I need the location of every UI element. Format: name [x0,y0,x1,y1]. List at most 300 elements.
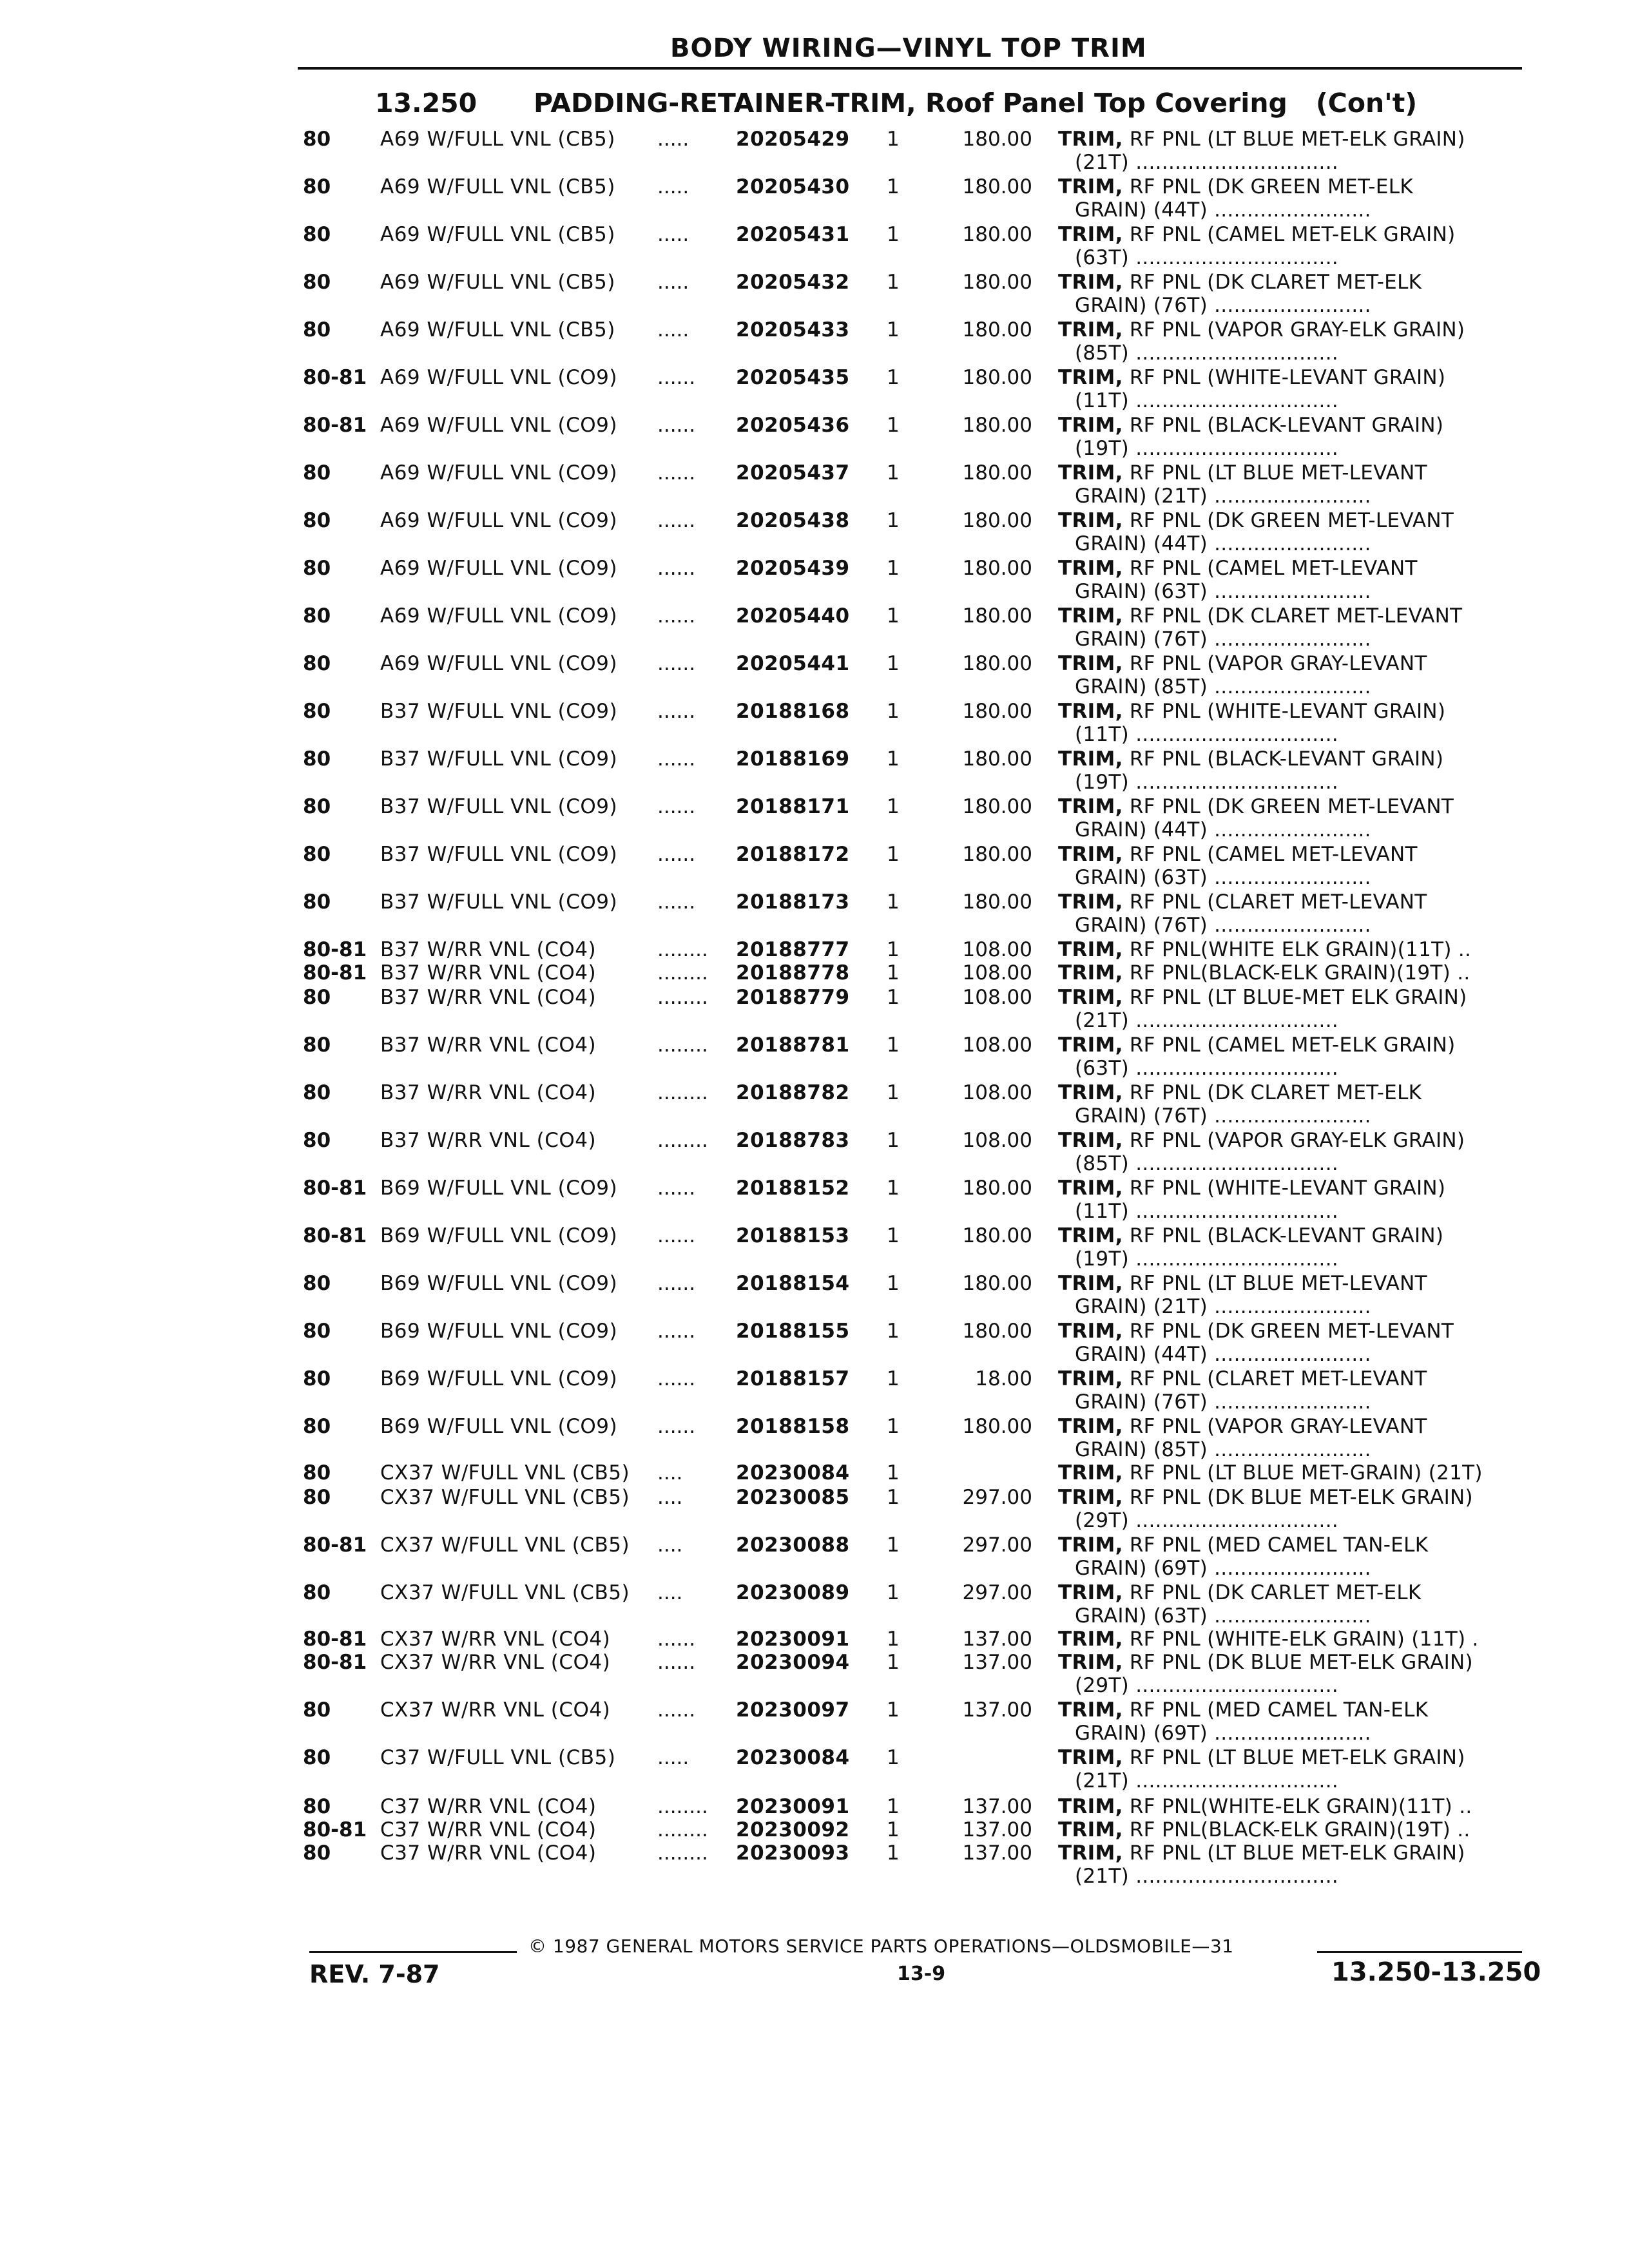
row-price: 180.00 [962,414,1032,437]
page-header-title: BODY WIRING—VINYL TOP TRIM [670,34,1147,63]
row-description-keyword: TRIM, [1058,223,1123,246]
row-quantity: 1 [887,1651,900,1674]
row-year: 80 [303,604,331,628]
row-description-text: RF PNL (LT BLUE MET-ELK GRAIN) [1123,1841,1465,1865]
row-leader-dots: ..... [657,271,689,294]
row-description-keyword: TRIM, [1058,961,1123,985]
row-quantity: 1 [887,414,900,437]
row-description-keyword: TRIM, [1058,795,1123,818]
row-leader-dots: ..... [657,128,689,151]
row-part-number: 20188168 [736,700,850,723]
row-year: 80-81 [303,1651,367,1674]
row-part-number: 20205431 [736,223,850,246]
row-description-continued: (19T) ............................... [1075,771,1338,794]
row-description-continued: (63T) ............................... [1075,246,1338,269]
row-description-keyword: TRIM, [1058,271,1123,294]
row-model: A69 W/FULL VNL (CO9) [380,652,617,675]
row-part-number: 20230094 [736,1651,850,1674]
row-quantity: 1 [887,1224,900,1247]
section-continued-label: (Con't) [1316,88,1418,119]
row-description-continued: GRAIN) (76T) ........................ [1075,914,1371,937]
row-quantity: 1 [887,890,900,914]
row-description [1058,843,1418,866]
row-description-text: RF PNL (CAMEL MET-ELK GRAIN) [1123,1033,1456,1057]
table-row [0,223,1629,269]
row-year: 80 [303,795,331,818]
row-part-number: 20188157 [736,1367,850,1390]
row-description [1058,1272,1427,1295]
row-description-keyword: TRIM, [1058,1698,1123,1722]
row-description [1058,1367,1427,1390]
row-model: B37 W/RR VNL (CO4) [380,961,597,985]
row-part-number: 20188778 [736,961,850,985]
row-year: 80 [303,1033,331,1057]
row-description-continued: (21T) ............................... [1075,151,1338,174]
row-part-number: 20188153 [736,1224,850,1247]
row-description-text: RF PNL (MED CAMEL TAN-ELK [1123,1698,1429,1722]
table-row [0,1224,1629,1271]
row-quantity: 1 [887,986,900,1009]
row-description-text: RF PNL (CAMEL MET-LEVANT [1123,557,1418,580]
table-row [0,747,1629,794]
row-year: 80-81 [303,1628,367,1651]
row-part-number: 20205430 [736,175,850,198]
row-year: 80-81 [303,1177,367,1200]
row-description [1058,890,1427,914]
row-model: CX37 W/FULL VNL (CB5) [380,1533,630,1557]
row-year: 80 [303,890,331,914]
row-price: 180.00 [962,795,1032,818]
row-leader-dots: ...... [657,747,696,771]
row-price: 137.00 [962,1795,1032,1818]
row-description-continued: GRAIN) (76T) ........................ [1075,1104,1371,1128]
row-description [1058,1581,1422,1604]
row-part-number: 20188172 [736,843,850,866]
row-description-text: RF PNL (DK BLUE MET-ELK GRAIN) [1123,1651,1473,1674]
row-leader-dots: .... [657,1581,683,1604]
row-model: B37 W/FULL VNL (CO9) [380,795,618,818]
row-year: 80 [303,175,331,198]
row-price: 108.00 [962,986,1032,1009]
row-description [1058,986,1467,1009]
row-description-continued: (85T) ............................... [1075,1152,1338,1175]
row-description-text: RF PNL (VAPOR GRAY-LEVANT [1123,1415,1427,1438]
row-description-text: RF PNL (LT BLUE MET-ELK GRAIN) [1123,1746,1465,1769]
row-description-text: RF PNL (VAPOR GRAY-LEVANT [1123,652,1427,675]
row-quantity: 1 [887,1177,900,1200]
row-description [1058,1177,1445,1200]
table-row [0,557,1629,603]
row-year: 80 [303,271,331,294]
row-description-continued: (29T) ............................... [1075,1509,1338,1532]
row-description-keyword: TRIM, [1058,509,1123,532]
row-year: 80 [303,1129,331,1152]
table-row [0,1177,1629,1223]
row-description-continued: GRAIN) (44T) ........................ [1075,532,1371,555]
row-model: B69 W/FULL VNL (CO9) [380,1177,618,1200]
row-price: 180.00 [962,1415,1032,1438]
row-leader-dots: ...... [657,1651,696,1674]
row-description [1058,1628,1479,1651]
section-title: PADDING-RETAINER-TRIM, Roof Panel Top Covering [534,88,1287,119]
table-row [0,128,1629,174]
row-model: B37 W/FULL VNL (CO9) [380,747,618,771]
row-part-number: 20230097 [736,1698,850,1722]
row-description-continued: GRAIN) (69T) ........................ [1075,1722,1371,1745]
row-model: B69 W/FULL VNL (CO9) [380,1224,618,1247]
row-leader-dots: ...... [657,1367,696,1390]
section-number: 13.250 [375,88,477,119]
row-description-text: RF PNL (WHITE-LEVANT GRAIN) [1123,366,1446,389]
row-description-keyword: TRIM, [1058,1581,1123,1604]
row-price: 180.00 [962,271,1032,294]
row-model: C37 W/RR VNL (CO4) [380,1818,597,1841]
row-description-keyword: TRIM, [1058,1177,1123,1200]
row-model: CX37 W/RR VNL (CO4) [380,1698,611,1722]
row-year: 80 [303,1272,331,1295]
table-row [0,843,1629,889]
row-description-continued: (21T) ............................... [1075,1769,1338,1792]
row-description [1058,414,1443,437]
row-description-continued: GRAIN) (76T) ........................ [1075,628,1371,651]
table-row [0,509,1629,555]
row-description-keyword: TRIM, [1058,1746,1123,1769]
row-model: A69 W/FULL VNL (CO9) [380,509,617,532]
row-leader-dots: ...... [657,1177,696,1200]
row-part-number: 20205436 [736,414,850,437]
table-row [0,1841,1629,1888]
row-quantity: 1 [887,175,900,198]
footer-section-range: 13.250-13.250 [1331,1957,1541,1987]
row-description-keyword: TRIM, [1058,700,1123,723]
row-description-continued: (29T) ............................... [1075,1674,1338,1697]
row-model: CX37 W/FULL VNL (CB5) [380,1461,630,1485]
row-description-keyword: TRIM, [1058,1272,1123,1295]
row-quantity: 1 [887,461,900,485]
row-description-continued: (85T) ............................... [1075,341,1338,365]
row-year: 80 [303,557,331,580]
row-description [1058,366,1445,389]
row-leader-dots: ...... [657,652,696,675]
footer-rule-right [1317,1951,1522,1953]
row-part-number: 20230092 [736,1818,850,1841]
row-leader-dots: ........ [657,1129,708,1152]
row-price: 180.00 [962,890,1032,914]
row-part-number: 20188158 [736,1415,850,1438]
row-quantity: 1 [887,1841,900,1865]
row-quantity: 1 [887,1367,900,1390]
row-description-text: RF PNL (DK CLARET MET-LEVANT [1123,604,1463,628]
row-part-number: 20205439 [736,557,850,580]
row-quantity: 1 [887,1033,900,1057]
row-price: 180.00 [962,1320,1032,1343]
row-quantity: 1 [887,223,900,246]
row-description [1058,318,1465,341]
row-leader-dots: ...... [657,700,696,723]
row-description-keyword: TRIM, [1058,890,1123,914]
row-part-number: 20188152 [736,1177,850,1200]
footer-rule-left [309,1951,517,1953]
row-description [1058,1486,1473,1509]
row-year: 80-81 [303,414,367,437]
row-price: 108.00 [962,1129,1032,1152]
table-row [0,890,1629,937]
row-leader-dots: ...... [657,795,696,818]
row-model: B37 W/FULL VNL (CO9) [380,843,618,866]
row-part-number: 20188169 [736,747,850,771]
row-description-text: RF PNL (CLARET MET-LEVANT [1123,890,1427,914]
row-description-keyword: TRIM, [1058,1320,1123,1343]
row-description-keyword: TRIM, [1058,1795,1123,1818]
row-description-keyword: TRIM, [1058,1415,1123,1438]
row-description-continued: GRAIN) (76T) ........................ [1075,294,1371,317]
row-description-text: RF PNL (VAPOR GRAY-ELK GRAIN) [1123,1129,1465,1152]
row-price: 137.00 [962,1818,1032,1841]
row-description-text: RF PNL(WHITE-ELK GRAIN)(11T) .. [1123,1795,1472,1818]
row-part-number: 20188781 [736,1033,850,1057]
table-row [0,700,1629,746]
table-row [0,175,1629,222]
row-year: 80-81 [303,1224,367,1247]
row-description [1058,1415,1427,1438]
row-model: C37 W/RR VNL (CO4) [380,1841,597,1865]
table-row [0,1081,1629,1128]
row-price: 137.00 [962,1628,1032,1651]
row-model: B37 W/RR VNL (CO4) [380,1129,597,1152]
row-quantity: 1 [887,961,900,985]
row-quantity: 1 [887,1746,900,1769]
row-leader-dots: ...... [657,1320,696,1343]
row-description [1058,1795,1472,1818]
row-model: A69 W/FULL VNL (CO9) [380,366,617,389]
row-description-keyword: TRIM, [1058,1533,1123,1557]
table-row [0,461,1629,508]
row-model: A69 W/FULL VNL (CO9) [380,414,617,437]
row-description [1058,1533,1428,1557]
row-description-keyword: TRIM, [1058,557,1123,580]
row-description [1058,1081,1422,1104]
row-description-keyword: TRIM, [1058,1461,1123,1485]
row-leader-dots: ...... [657,1628,696,1651]
row-price: 180.00 [962,366,1032,389]
row-part-number: 20230084 [736,1461,850,1485]
row-description-keyword: TRIM, [1058,652,1123,675]
row-year: 80-81 [303,961,367,985]
row-year: 80 [303,747,331,771]
row-description-text: RF PNL (BLACK-LEVANT GRAIN) [1123,1224,1444,1247]
row-leader-dots: ........ [657,1795,708,1818]
row-price: 108.00 [962,1081,1032,1104]
row-description-continued: (11T) ............................... [1075,389,1338,412]
row-leader-dots: ........ [657,961,708,985]
row-quantity: 1 [887,1129,900,1152]
row-price: 108.00 [962,961,1032,985]
row-price: 180.00 [962,700,1032,723]
row-price: 108.00 [962,938,1032,961]
row-description-keyword: TRIM, [1058,938,1123,961]
row-price: 180.00 [962,128,1032,151]
row-part-number: 20205440 [736,604,850,628]
row-quantity: 1 [887,1081,900,1104]
row-description-continued: GRAIN) (21T) ........................ [1075,485,1371,508]
row-description-text: RF PNL (LT BLUE MET-LEVANT [1123,461,1427,485]
table-row [0,366,1629,412]
row-quantity: 1 [887,604,900,628]
row-description-continued: GRAIN) (85T) ........................ [1075,675,1371,698]
row-leader-dots: ..... [657,1746,689,1769]
row-leader-dots: ...... [657,557,696,580]
row-part-number: 20230091 [736,1628,850,1651]
row-price: 137.00 [962,1698,1032,1722]
table-row [0,271,1629,317]
row-leader-dots: ..... [657,318,689,341]
row-description-continued: (21T) ............................... [1075,1865,1338,1888]
row-description-keyword: TRIM, [1058,1081,1123,1104]
row-price: 180.00 [962,604,1032,628]
row-year: 80 [303,223,331,246]
row-leader-dots: .... [657,1461,683,1485]
row-part-number: 20230084 [736,1746,850,1769]
row-part-number: 20205432 [736,271,850,294]
footer-revision: REV. 7-87 [309,1960,440,1988]
row-quantity: 1 [887,128,900,151]
row-price: 297.00 [962,1486,1032,1509]
row-description [1058,175,1413,198]
table-row [0,986,1629,1032]
row-year: 80 [303,1746,331,1769]
row-price: 180.00 [962,223,1032,246]
row-description-keyword: TRIM, [1058,843,1123,866]
row-description-text: RF PNL (LT BLUE MET-ELK GRAIN) [1123,128,1465,151]
row-part-number: 20188783 [736,1129,850,1152]
table-row [0,1746,1629,1792]
row-leader-dots: ...... [657,414,696,437]
row-price: 137.00 [962,1651,1032,1674]
row-part-number: 20230089 [736,1581,850,1604]
row-model: CX37 W/RR VNL (CO4) [380,1628,611,1651]
row-year: 80 [303,1581,331,1604]
row-price: 180.00 [962,461,1032,485]
table-row [0,1320,1629,1366]
row-description-continued: GRAIN) (44T) ........................ [1075,818,1371,841]
row-description-text: RF PNL (WHITE-ELK GRAIN) (11T) . [1123,1628,1479,1651]
row-description-keyword: TRIM, [1058,175,1123,198]
row-model: C37 W/FULL VNL (CB5) [380,1746,616,1769]
row-description [1058,1698,1428,1722]
row-year: 80 [303,128,331,151]
row-part-number: 20188782 [736,1081,850,1104]
row-year: 80 [303,1320,331,1343]
row-description-text: RF PNL(BLACK-ELK GRAIN)(19T) .. [1123,1818,1470,1841]
row-year: 80 [303,318,331,341]
row-price: 180.00 [962,1177,1032,1200]
row-quantity: 1 [887,843,900,866]
row-model: A69 W/FULL VNL (CB5) [380,175,615,198]
row-quantity: 1 [887,1795,900,1818]
row-description-text: RF PNL (LT BLUE MET-GRAIN) (21T) [1123,1461,1483,1485]
row-year: 80 [303,1415,331,1438]
row-description [1058,1841,1465,1865]
row-leader-dots: ...... [657,461,696,485]
row-price: 137.00 [962,1841,1032,1865]
row-part-number: 20230093 [736,1841,850,1865]
row-description-continued: (63T) ............................... [1075,1057,1338,1080]
row-description [1058,700,1445,723]
row-leader-dots: ..... [657,175,689,198]
row-quantity: 1 [887,271,900,294]
row-description-continued: GRAIN) (63T) ........................ [1075,1604,1371,1628]
row-description-text: RF PNL (LT BLUE MET-LEVANT [1123,1272,1427,1295]
row-description-keyword: TRIM, [1058,1486,1123,1509]
row-description-text: RF PNL (DK CARLET MET-ELK [1123,1581,1422,1604]
table-row [0,318,1629,365]
table-row [0,414,1629,460]
row-description-keyword: TRIM, [1058,1628,1123,1651]
row-description-keyword: TRIM, [1058,747,1123,771]
row-part-number: 20188155 [736,1320,850,1343]
table-row [0,1533,1629,1580]
row-quantity: 1 [887,509,900,532]
row-price: 180.00 [962,652,1032,675]
row-model: B37 W/RR VNL (CO4) [380,938,597,961]
row-description-continued: GRAIN) (85T) ........................ [1075,1438,1371,1461]
row-part-number: 20205438 [736,509,850,532]
row-price: 108.00 [962,1033,1032,1057]
row-description-text: RF PNL (WHITE-LEVANT GRAIN) [1123,700,1446,723]
row-model: A69 W/FULL VNL (CO9) [380,604,617,628]
row-model: A69 W/FULL VNL (CO9) [380,461,617,485]
row-description-continued: GRAIN) (63T) ........................ [1075,866,1371,889]
row-description-keyword: TRIM, [1058,986,1123,1009]
row-description [1058,1651,1473,1674]
row-quantity: 1 [887,1461,900,1485]
row-price: 180.00 [962,318,1032,341]
row-description-keyword: TRIM, [1058,318,1123,341]
row-part-number: 20205429 [736,128,850,151]
row-price: 18.00 [975,1367,1032,1390]
table-row [0,1651,1629,1697]
row-price: 180.00 [962,557,1032,580]
row-leader-dots: ...... [657,1224,696,1247]
row-description-keyword: TRIM, [1058,1367,1123,1390]
row-description-keyword: TRIM, [1058,1033,1123,1057]
row-quantity: 1 [887,1698,900,1722]
row-description-keyword: TRIM, [1058,414,1123,437]
row-part-number: 20230088 [736,1533,850,1557]
row-description-continued: (19T) ............................... [1075,1247,1338,1271]
row-description-text: RF PNL (BLACK-LEVANT GRAIN) [1123,747,1444,771]
row-model: CX37 W/RR VNL (CO4) [380,1651,611,1674]
row-year: 80 [303,700,331,723]
row-description-text: RF PNL (DK GREEN MET-LEVANT [1123,1320,1454,1343]
row-description [1058,1746,1465,1769]
row-year: 80 [303,1841,331,1865]
row-description-text: RF PNL (DK GREEN MET-LEVANT [1123,509,1454,532]
row-description [1058,1129,1465,1152]
row-quantity: 1 [887,938,900,961]
row-price: 180.00 [962,509,1032,532]
row-description [1058,961,1470,985]
row-model: B37 W/RR VNL (CO4) [380,1081,597,1104]
row-model: C37 W/RR VNL (CO4) [380,1795,597,1818]
row-leader-dots: .... [657,1486,683,1509]
row-model: A69 W/FULL VNL (CB5) [380,318,615,341]
row-leader-dots: ...... [657,1415,696,1438]
row-description-continued: GRAIN) (63T) ........................ [1075,580,1371,603]
row-description-text: RF PNL (LT BLUE-MET ELK GRAIN) [1123,986,1467,1009]
row-year: 80 [303,1486,331,1509]
row-description-continued: (21T) ............................... [1075,1009,1338,1032]
